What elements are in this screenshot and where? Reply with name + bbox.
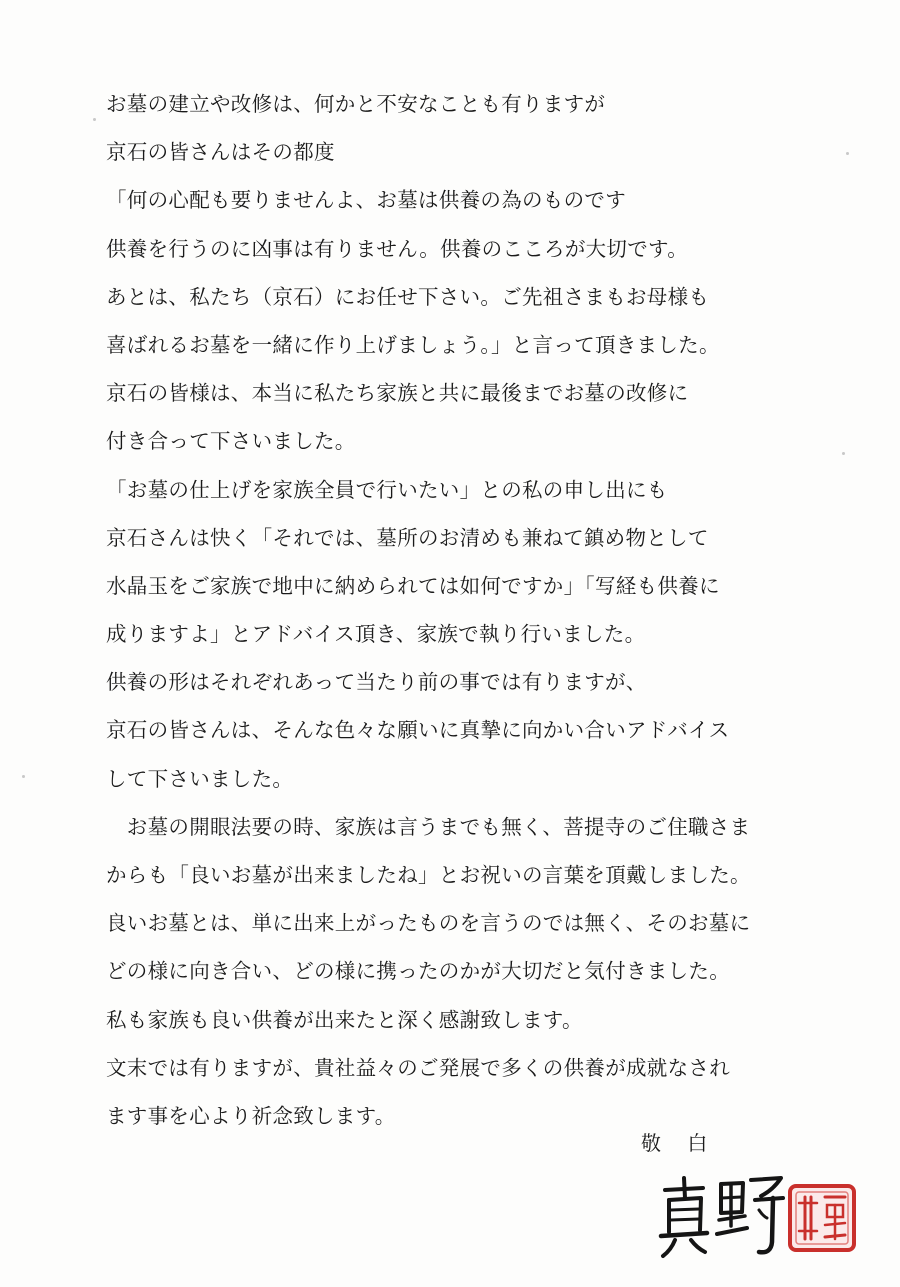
letter-line: 京石の皆さんはその都度 [106,140,335,165]
letter-line: 喜ばれるお墓を一緒に作り上げましょう。」と言って頂きました。 [106,332,720,357]
letter-line: 京石さんは快く「それでは、墓所のお清めも兼ねて鎮め物として [106,525,709,550]
scan-speck [93,118,96,121]
letter-line: 「お墓の仕上げを家族全員で行いたい」との私の申し出にも [106,477,668,502]
letter-line: 付き合って下さいました。 [106,429,356,454]
scan-speck [842,452,845,455]
letter-line: 私も家族も良い供養が出来たと深く感謝致します。 [106,1007,583,1032]
letter-line: 文末では有りますが、貴社益々のご発展で多くの供養が成就なされ [106,1055,730,1080]
letter-line: 京石の皆さんは、そんな色々な願いに真摯に向かい合いアドバイス [106,718,730,743]
letter-line: お墓の建立や改修は、何かと不安なことも有りますが [106,92,606,116]
letter-line: 供養の形はそれぞれあって当たり前の事では有りますが、 [106,670,647,695]
letter-line: 供養を行うのに凶事は有りません。供養のこころが大切です。 [106,236,688,261]
letter-line: 良いお墓とは、単に出来上がったものを言うのでは無く、そのお墓に [106,911,751,936]
letter-line: 「何の心配も要りませんよ、お墓は供養の為のものです [106,188,626,213]
letter-line: 京石の皆様は、本当に私たち家族と共に最後までお墓の改修に [106,381,689,406]
scan-speck [846,152,849,155]
letter-line: どの様に向き合い、どの様に携ったのかが大切だと気付きました。 [106,959,730,984]
closing-salutation: 敬 白 [641,1131,718,1155]
handwritten-signature [655,1168,795,1268]
scan-speck [22,775,25,778]
letter-line: からも「良いお墓が出来ましたね」とお祝いの言葉を頂戴しました。 [106,863,751,887]
letter-line: 水晶玉をご家族で地中に納められては如何ですか」「写経も供養に [106,573,720,598]
letter-line: ます事を心より祈念致します。 [106,1103,396,1128]
letter-body [106,86,751,1146]
letter-line: お墓の開眼法要の時、家族は言うまでも無く、菩提寺のご住職さま [106,814,751,839]
letter-line: して下さいました。 [106,766,294,791]
seal-stamp [787,1183,857,1253]
letter-line: あとは、私たち（京石）にお任せ下さい。ご先祖さまもお母様も [106,284,710,309]
letter-line: 成りますよ」とアドバイス頂き、家族で執り行いました。 [106,622,646,647]
